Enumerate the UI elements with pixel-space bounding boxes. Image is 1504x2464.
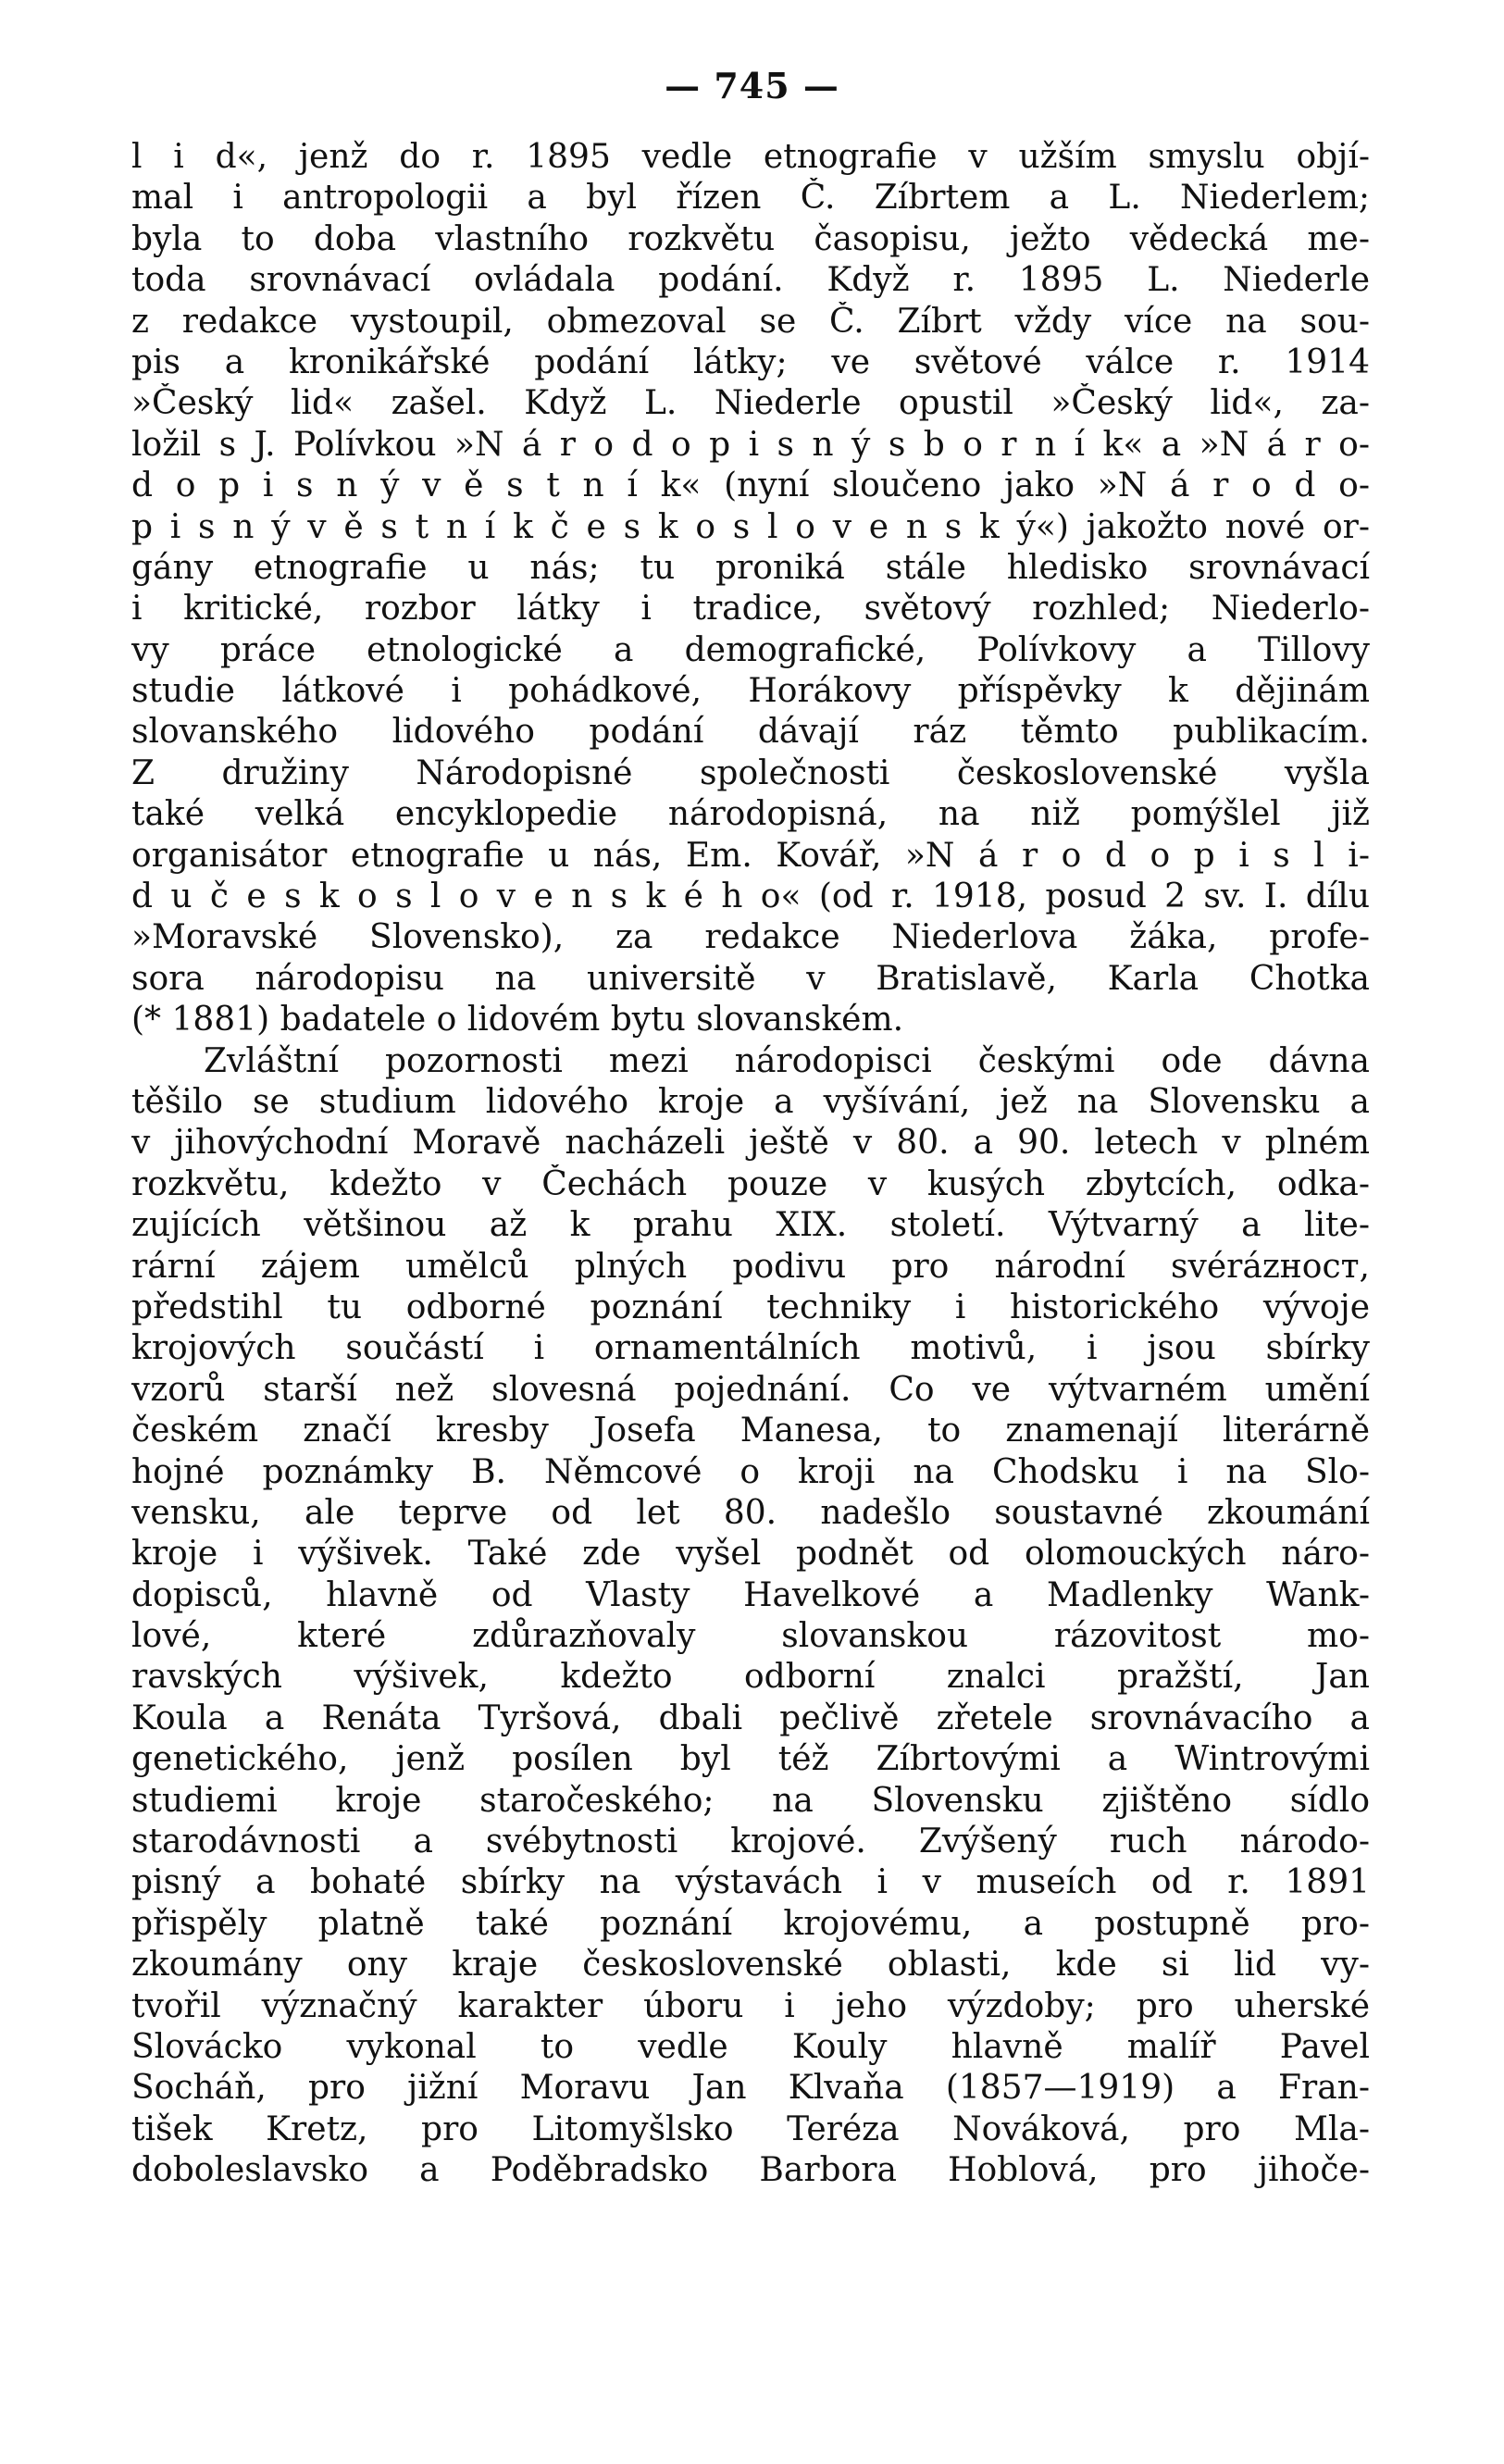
text-line: (* 1881) badatele o lidovém bytu slovanském.: [131, 1001, 904, 1039]
text-line: také velká encyklopedie národopisná, na niž pomýšlel již: [131, 795, 1370, 834]
text-line: pisný a bohaté sbírky na výstavách i v museích od r. 1891: [131, 1863, 1370, 1902]
text-line: Zvláštní pozornosti mezi národopisci českými ode dávna: [204, 1041, 1370, 1080]
text-line: přispěly platně také poznání krojovému, a postupně pro-: [131, 1904, 1370, 1943]
text-line: kroje i výšivek. Také zde vyšel podnět od olomouckých náro-: [131, 1535, 1370, 1574]
text-line: pis a kronikářské podání látky; ve světové válce r. 1914: [131, 342, 1370, 381]
text-line: ravských výšivek, kdežto odborní znalci pražští, Jan: [131, 1658, 1370, 1697]
text-line: p i s n ý v ě s t n í k č e s k o s l o v e n s k ý«) jakožto nové or-: [131, 507, 1370, 546]
text-line: sora národopisu na universitě v Bratislavě, Karla Chotka: [131, 959, 1370, 998]
text-line: studie látkové i pohádkové, Horákovy příspěvky k dějinám: [131, 672, 1370, 711]
text-line: starodávnosti a svébytnosti krojové. Zvýšený ruch národo-: [131, 1823, 1370, 1861]
text-line: ložil s J. Polívkou »N á r o d o p i s n ý s b o r n í k« a »N á r o-: [131, 425, 1370, 464]
text-line: tišek Kretz, pro Litomyšlsko Teréza Nováková, pro Mla-: [131, 2109, 1370, 2148]
text-line: toda srovnávací ovládala podání. Když r. 1895 L. Niederle: [131, 261, 1370, 300]
page-number: — 745 —: [665, 65, 839, 106]
text-line: z redakce vystoupil, obmezoval se Č. Zíbrt vždy více na sou-: [131, 302, 1370, 341]
text-line: vzorů starší než slovesná pojednání. Co ve výtvarném umění: [131, 1370, 1370, 1409]
text-line: organisátor etnografie u nás, Em. Kovář, »N á r o d o p i s l i-: [131, 836, 1370, 875]
text-line: vy práce etnologické a demografické, Polívkovy a Tillovy: [131, 630, 1370, 669]
text-line: vensku, ale teprve od let 80. nadešlo soustavné zkoumání: [131, 1493, 1370, 1532]
text-line: Z družiny Národopisné společnosti československé vyšla: [131, 753, 1370, 792]
text-line: gány etnografie u nás; tu proniká stále hledisko srovnávací: [131, 548, 1370, 587]
text-line: i kritické, rozbor látky i tradice, světový rozhled; Niederlo-: [131, 590, 1370, 628]
text-line: rární zájem umělců plných podivu pro národní svérázност,: [131, 1247, 1370, 1286]
text-line: Koula a Renáta Tyršová, dbali pečlivě zřetele srovnávacího a: [131, 1699, 1370, 1737]
text-line: byla to doba vlastního rozkvětu časopisu, ježto vědecká me-: [131, 219, 1370, 258]
text-line: českém značí kresby Josefa Manesa, to znamenají literárně: [131, 1412, 1370, 1450]
text-line: předstihl tu odborné poznání techniky i historického vývoje: [131, 1288, 1370, 1326]
text-line: d o p i s n ý v ě s t n í k« (nyní sloučeno jako »N á r o d o-: [131, 467, 1370, 505]
text-line: dopisců, hlavně od Vlasty Havelkové a Madlenky Wank-: [131, 1575, 1370, 1614]
body-text: [131, 137, 1370, 2192]
text-line: slovanského lidového podání dávají ráz těmto publikacím.: [131, 713, 1370, 752]
text-line: lové, které zdůrazňovaly slovanskou rázovitost mo-: [131, 1617, 1370, 1656]
text-line: »Moravské Slovensko), za redakce Niederlova žáka, profe-: [131, 918, 1370, 957]
text-line: zkoumány ony kraje československé oblasti, kde si lid vy-: [131, 1946, 1370, 1985]
text-line: l i d«, jenž do r. 1895 vedle etnografie v užším smyslu objí-: [131, 138, 1370, 176]
text-line: zujících většinou až k prahu XIX. století. Výtvarný a lite-: [131, 1206, 1370, 1245]
text-line: Slovácko vykonal to vedle Kouly hlavně malíř Pavel: [131, 2027, 1370, 2066]
text-line: hojné poznámky B. Němcové o kroji na Chodsku i na Slo-: [131, 1452, 1370, 1491]
text-line: v jihovýchodní Moravě nacházeli ještě v 80. a 90. letech v plném: [131, 1124, 1370, 1163]
text-line: mal i antropologii a byl řízen Č. Zíbrtem a L. Niederlem;: [131, 179, 1370, 218]
text-line: studiemi kroje staročeského; na Slovensku zjištěno sídlo: [131, 1781, 1370, 1820]
text-line: d u č e s k o s l o v e n s k é h o« (od r. 1918, posud 2 sv. I. dílu: [131, 877, 1370, 916]
text-line: genetického, jenž posílen byl též Zíbrtovými a Wintrovými: [131, 1740, 1370, 1779]
text-line: krojových součástí i ornamentálních motivů, i jsou sbírky: [131, 1329, 1370, 1368]
text-line: tvořil význačný karakter úboru i jeho výzdoby; pro uherské: [131, 1986, 1370, 2025]
text-line: Socháň, pro jižní Moravu Jan Klvaňa (1857—1919) a Fran-: [131, 2069, 1370, 2108]
text-line: těšilo se studium lidového kroje a vyšívání, jež na Slovensku a: [131, 1082, 1370, 1121]
text-line: doboleslavsko a Poděbradsko Barbora Hoblová, pro jihoče-: [131, 2151, 1370, 2190]
text-line: rozkvětu, kdežto v Čechách pouze v kusých zbytcích, odka-: [131, 1164, 1370, 1203]
text-line: »Český lid« zašel. Když L. Niederle opustil »Český lid«, za-: [131, 384, 1370, 423]
